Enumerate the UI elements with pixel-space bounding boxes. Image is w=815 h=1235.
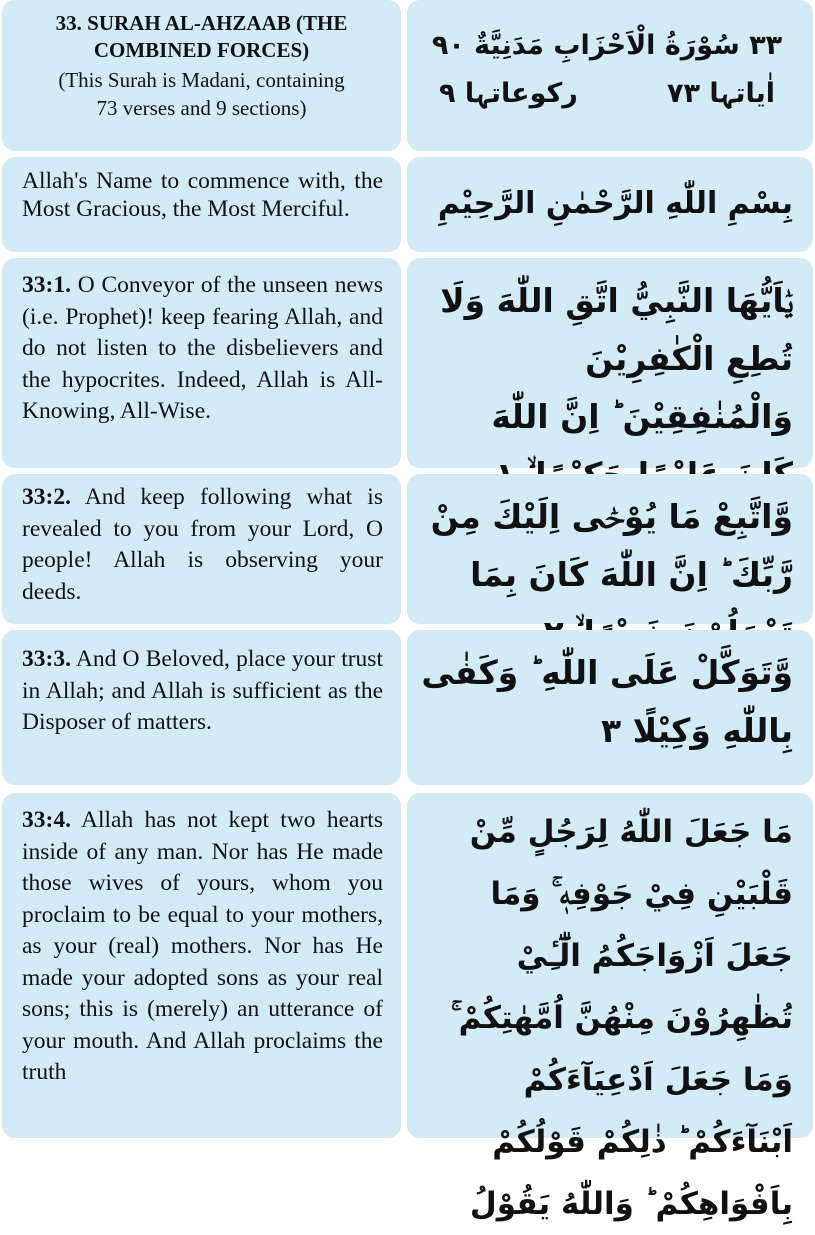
verse-ref: 33:3. <box>22 646 71 672</box>
bismillah-arabic: بِسْمِ اللّٰهِ الرَّحْمٰنِ الرَّحِيْمِ <box>437 186 793 221</box>
verse-row <box>0 474 815 624</box>
verse-english-cell <box>2 474 401 624</box>
verse-english <box>22 482 383 608</box>
verse-english-cell <box>2 630 401 785</box>
verse-row <box>0 630 815 785</box>
arabic-meta <box>421 70 793 118</box>
surah-title-line1: 33. SURAH AL-AHZAAB (THE <box>55 11 348 35</box>
verse-arabic: وَّتَوَكَّلْ عَلَى اللّٰهِ ؕ وَكَفٰى بِاللّٰهِ وَكِيْلًا ۳ <box>421 653 793 750</box>
surah-subtitle-line2: 73 verses and 9 sections) <box>96 96 307 120</box>
bismillah-row <box>0 157 815 252</box>
header-row <box>0 0 815 151</box>
verse-english-cell <box>2 258 401 468</box>
verse-english-cell <box>2 793 401 1138</box>
verse-arabic: مَا جَعَلَ اللّٰهُ لِرَجُلٍ مِّنْ قَلْبَيْنِ فِيْ جَوْفِهٖ ۚ وَمَا جَعَلَ اَزْوَاجَكُمُ الّٰٓـِٔيْ تُظٰهِرُوْنَ مِنْهُنَّ اُمَّهٰتِكُمْ ۚ وَمَا جَعَلَ اَدْعِيَآءَكُمْ اَبْنَآءَكُمْ ؕ ذٰلِكُمْ قَوْلُكُمْ بِاَفْوَاهِكُمْ ؕ وَاللّٰهُ يَقُوْلُ <box>450 814 793 1222</box>
verse-arabic-cell <box>407 630 813 785</box>
verse-arabic-cell <box>407 474 813 624</box>
arabic-verse-count: اٰیاتہا ۷۳ <box>667 78 775 109</box>
verse-arabic: وَّاتَّبِعْ مَا يُوْحٰۤى اِلَيْكَ مِنْ رَّبِّكَ ؕ اِنَّ اللّٰهَ كَانَ بِمَا <box>430 497 793 594</box>
verse-ref: 33:2. <box>22 484 71 510</box>
verse-english-text: And O Beloved, place your trust in Allah; and Allah is sufficient as the Disposer of matters. <box>22 646 383 735</box>
verse-arabic-cell <box>407 793 813 1222</box>
verse-arabic: يٰۤاَيُّهَا النَّبِيُّ اتَّقِ اللّٰهَ وَلَا تُطِعِ الْكٰفِرِيْنَ وَالْمُنٰفِقِيْنَ ؕ اِنَّ اللّٰهَ <box>440 281 793 436</box>
bismillah-english: Allah's Name to commence with, the Most Gracious, the Most Merciful. <box>22 168 383 222</box>
verse-row <box>0 258 815 468</box>
bismillah-arabic-cell <box>407 157 813 252</box>
arabic-surah-title: ۳۳ سُوْرَةُ الْاَحْزَابِ مَدَنِيَّةٌ ۹۰ <box>431 30 783 61</box>
verse-english <box>22 805 383 1089</box>
verse-english <box>22 270 383 428</box>
verse-arabic-cell <box>407 258 813 468</box>
verse-english-text: Allah has not kept two hearts inside of any man. Nor has He made those wives of yours, whom you proclaim to be equal to your mothers, as your (real) mothers. Nor has He made your adopted sons as your real sons; this is (merely) an utterance of your mouth. And Allah proclaims the truth <box>22 807 383 1085</box>
surah-subtitle-line1: (This Surah is Madani, containing <box>58 68 345 92</box>
verse-ref: 33:1. <box>22 272 71 298</box>
surah-title-line2: COMBINED FORCES) <box>93 38 310 62</box>
header-english <box>2 0 401 151</box>
verse-row <box>0 793 815 1222</box>
verse-english-text: O Conveyor of the unseen news (i.e. Prophet)! keep fearing Allah, and do not listen to the disbelievers and the hypocrites. Indeed, Allah is All-Knowing, All-Wise. <box>22 272 383 424</box>
verse-english <box>22 644 383 739</box>
verse-ref: 33:4. <box>22 807 71 833</box>
verse-english-text: And keep following what is revealed to you from your Lord, O people! Allah is observing your deeds. <box>22 484 383 605</box>
header-arabic <box>407 0 813 151</box>
arabic-section-count: رکوعاتہا ۹ <box>439 78 578 109</box>
bismillah-english-cell <box>2 157 401 252</box>
